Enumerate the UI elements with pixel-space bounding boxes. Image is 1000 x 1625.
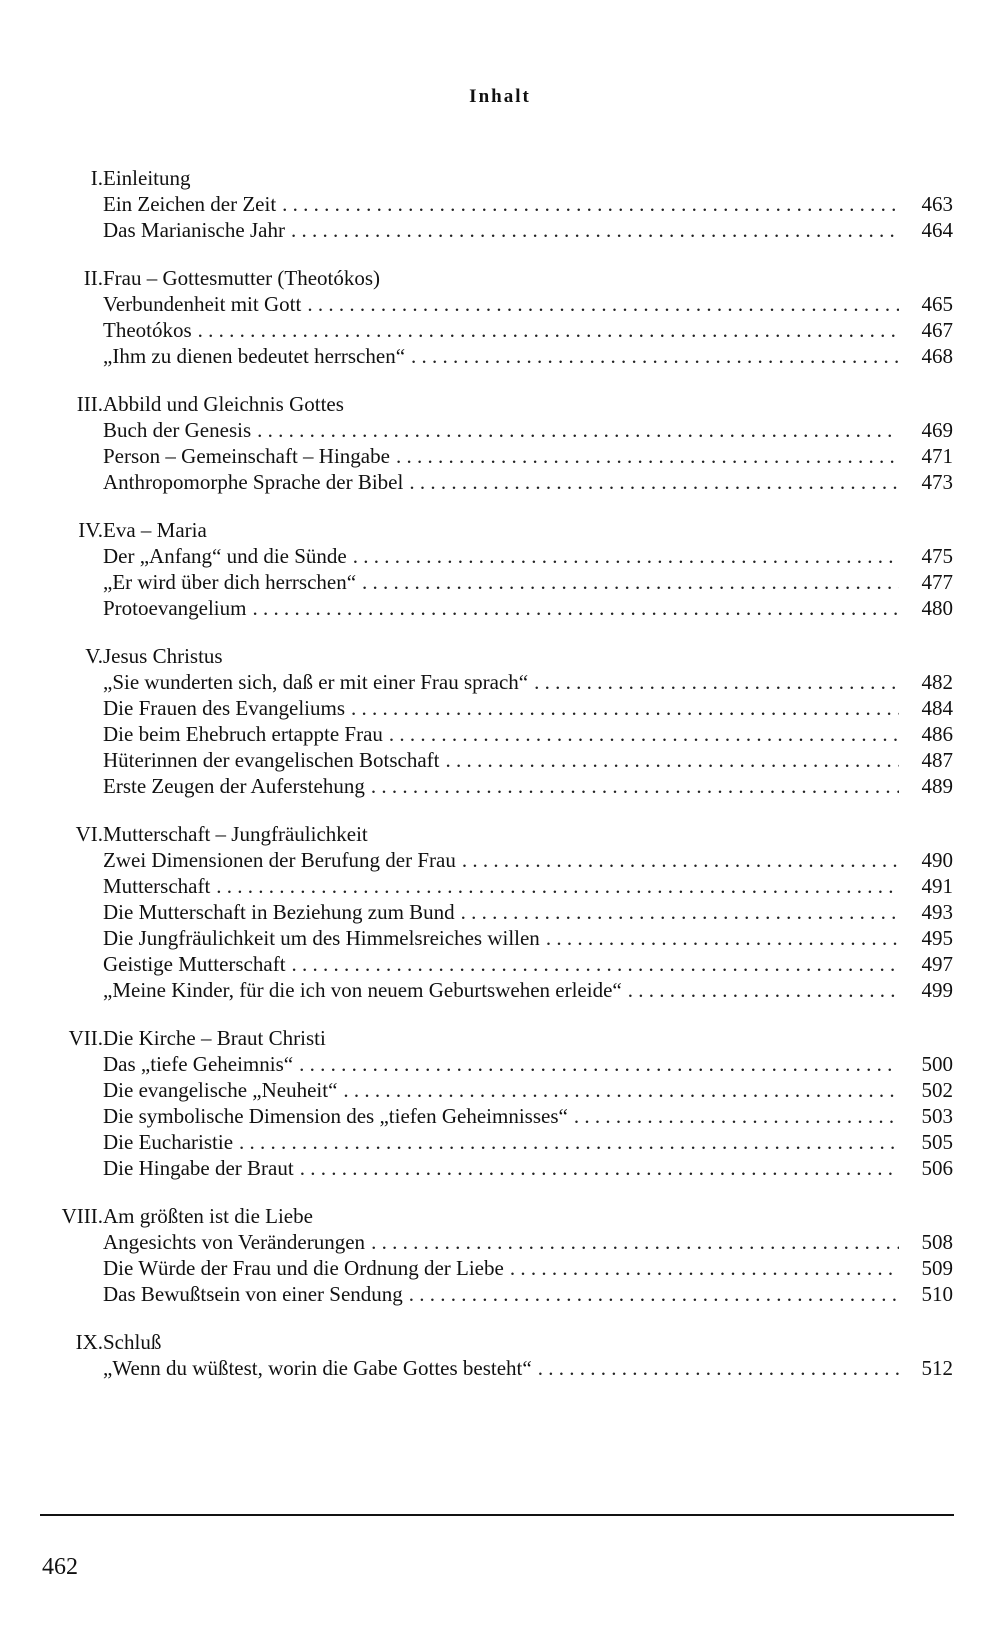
toc-entry [103, 747, 953, 773]
table-of-contents [0, 165, 1000, 1403]
toc-entry [103, 417, 953, 443]
toc-chapter [0, 821, 1000, 1003]
toc-entry [103, 1077, 953, 1103]
entry-page-number: 484 [921, 696, 953, 720]
entry-title: Die Mutterschaft in Beziehung zum Bund [103, 900, 455, 924]
toc-chapter [0, 517, 1000, 621]
entry-title: Angesichts von Veränderungen [103, 1230, 366, 1254]
toc-entry [103, 191, 953, 217]
toc-entry [103, 669, 953, 695]
entry-title: Protoevangelium [103, 596, 247, 620]
toc-entry [103, 695, 953, 721]
entry-title: Das Bewußtsein von einer Sendung [103, 1282, 403, 1306]
toc-entry [103, 1281, 953, 1307]
entry-title: Verbundenheit mit Gott [103, 292, 302, 316]
entry-page-number: 464 [921, 218, 953, 242]
chapter-number: VI. [75, 822, 103, 846]
entry-page-number: 510 [921, 1282, 953, 1306]
dot-leader [292, 951, 899, 977]
chapter-number: IX. [75, 1330, 103, 1354]
dot-leader [239, 1129, 899, 1155]
dot-leader [534, 669, 899, 695]
chapter-number: VIII. [61, 1204, 103, 1228]
entry-title: Die Hingabe der Braut [103, 1156, 294, 1180]
dot-leader [362, 569, 899, 595]
entry-page-number: 471 [921, 444, 953, 468]
entry-title: „Er wird über dich herrschen“ [103, 570, 357, 594]
entry-page-number: 473 [921, 470, 953, 494]
entry-page-number: 506 [921, 1156, 953, 1180]
dot-leader [371, 1229, 899, 1255]
entry-page-number: 475 [921, 544, 953, 568]
chapter-title: Am größten ist die Liebe [103, 1204, 313, 1228]
entry-title: Die symbolische Dimension des „tiefen Geheimnisses“ [103, 1104, 568, 1128]
toc-entry [103, 317, 953, 343]
toc-entry [103, 443, 953, 469]
chapter-title: Eva – Maria [103, 518, 207, 542]
dot-leader [307, 291, 899, 317]
entry-page-number: 468 [921, 344, 953, 368]
chapter-number: V. [85, 644, 103, 668]
entry-title: Zwei Dimensionen der Berufung der Frau [103, 848, 456, 872]
chapter-title: Abbild und Gleichnis Gottes [103, 392, 344, 416]
entry-title: „Ihm zu dienen bedeutet herrschen“ [103, 344, 406, 368]
chapter-heading [0, 1329, 1000, 1355]
toc-entry [103, 873, 953, 899]
chapter-number: II. [83, 266, 103, 290]
dot-leader [343, 1077, 899, 1103]
toc-chapter [0, 165, 1000, 243]
dot-leader [299, 1051, 899, 1077]
entry-page-number: 493 [921, 900, 953, 924]
entry-page-number: 489 [921, 774, 953, 798]
toc-entry [103, 1103, 953, 1129]
entry-page-number: 469 [921, 418, 953, 442]
dot-leader [216, 873, 899, 899]
entry-title: Das Marianische Jahr [103, 218, 285, 242]
toc-entry [103, 1155, 953, 1181]
entry-page-number: 497 [921, 952, 953, 976]
entry-title: Geistige Mutterschaft [103, 952, 286, 976]
chapter-heading [0, 391, 1000, 417]
toc-entry [103, 977, 953, 1003]
entry-page-number: 500 [921, 1052, 953, 1076]
toc-entry [103, 1051, 953, 1077]
entry-title: Theotókos [103, 318, 192, 342]
entry-title: „Wenn du wüßtest, worin die Gabe Gottes besteht“ [103, 1356, 532, 1380]
chapter-title: Jesus Christus [103, 644, 223, 668]
entry-page-number: 490 [921, 848, 953, 872]
dot-leader [252, 595, 899, 621]
toc-entry [103, 899, 953, 925]
page-title: Inhalt [469, 86, 531, 107]
entry-title: Die evangelische „Neuheit“ [103, 1078, 338, 1102]
entry-title: Die Würde der Frau und die Ordnung der Liebe [103, 1256, 504, 1280]
dot-leader [409, 1281, 899, 1307]
entry-page-number: 509 [921, 1256, 953, 1280]
chapter-title: Die Kirche – Braut Christi [103, 1026, 326, 1050]
entry-title: Buch der Genesis [103, 418, 252, 442]
entry-title: Die Eucharistie [103, 1130, 234, 1154]
entry-title: Person – Gemeinschaft – Hingabe [103, 444, 390, 468]
toc-entry [103, 543, 953, 569]
dot-leader [546, 925, 899, 951]
dot-leader [574, 1103, 899, 1129]
entry-title: Das „tiefe Geheimnis“ [103, 1052, 294, 1076]
entry-page-number: 467 [921, 318, 953, 342]
toc-entry [103, 343, 953, 369]
chapter-heading [0, 517, 1000, 543]
entry-page-number: 477 [921, 570, 953, 594]
entry-page-number: 495 [921, 926, 953, 950]
toc-chapter [0, 265, 1000, 369]
toc-chapter [0, 391, 1000, 495]
chapter-heading [0, 643, 1000, 669]
toc-entry [103, 469, 953, 495]
chapter-title: Einleitung [103, 166, 191, 190]
footer-divider [40, 1514, 954, 1516]
dot-leader [198, 317, 899, 343]
toc-entry [103, 291, 953, 317]
entry-page-number: 482 [921, 670, 953, 694]
entry-title: Anthropomorphe Sprache der Bibel [103, 470, 404, 494]
dot-leader [300, 1155, 899, 1181]
dot-leader [353, 543, 899, 569]
toc-entry [103, 217, 953, 243]
dot-leader [371, 773, 899, 799]
entry-page-number: 502 [921, 1078, 953, 1102]
chapter-heading [0, 1203, 1000, 1229]
entry-title: Die Jungfräulichkeit um des Himmelsreiches willen [103, 926, 540, 950]
dot-leader [257, 417, 899, 443]
dot-leader [291, 217, 899, 243]
entry-page-number: 512 [921, 1356, 953, 1380]
chapter-number: IV. [78, 518, 103, 542]
dot-leader [351, 695, 899, 721]
dot-leader [628, 977, 899, 1003]
entry-title: Hüterinnen der evangelischen Botschaft [103, 748, 440, 772]
toc-entry [103, 773, 953, 799]
entry-page-number: 463 [921, 192, 953, 216]
toc-entry [103, 1229, 953, 1255]
entry-page-number: 465 [921, 292, 953, 316]
page-number: 462 [42, 1554, 78, 1580]
dot-leader [409, 469, 899, 495]
entry-title: Der „Anfang“ und die Sünde [103, 544, 347, 568]
dot-leader [389, 721, 899, 747]
chapter-number: I. [90, 166, 103, 190]
toc-entry [103, 595, 953, 621]
entry-page-number: 503 [921, 1104, 953, 1128]
toc-chapter [0, 1329, 1000, 1381]
dot-leader [462, 847, 899, 873]
chapter-heading [0, 821, 1000, 847]
entry-title: „Meine Kinder, für die ich von neuem Geburtswehen erleide“ [103, 978, 622, 1002]
dot-leader [461, 899, 899, 925]
entry-page-number: 480 [921, 596, 953, 620]
entry-page-number: 491 [921, 874, 953, 898]
toc-entry [103, 925, 953, 951]
entry-page-number: 505 [921, 1130, 953, 1154]
toc-chapter [0, 1025, 1000, 1181]
chapter-title: Frau – Gottesmutter (Theotókos) [103, 266, 381, 290]
entry-page-number: 499 [921, 978, 953, 1002]
toc-entry [103, 721, 953, 747]
entry-page-number: 486 [921, 722, 953, 746]
chapter-title: Schluß [103, 1330, 162, 1354]
toc-chapter [0, 643, 1000, 799]
toc-entry [103, 951, 953, 977]
entry-title: Ein Zeichen der Zeit [103, 192, 277, 216]
dot-leader [396, 443, 899, 469]
dot-leader [510, 1255, 899, 1281]
chapter-title: Mutterschaft – Jungfräulichkeit [103, 822, 368, 846]
toc-chapter [0, 1203, 1000, 1307]
chapter-number: VII. [68, 1026, 103, 1050]
dot-leader [538, 1355, 899, 1381]
chapter-heading [0, 165, 1000, 191]
toc-entry [103, 1255, 953, 1281]
entry-title: Erste Zeugen der Auferstehung [103, 774, 365, 798]
chapter-heading [0, 265, 1000, 291]
dot-leader [411, 343, 899, 369]
toc-entry [103, 1129, 953, 1155]
toc-entry [103, 847, 953, 873]
dot-leader [445, 747, 899, 773]
chapter-number: III. [76, 392, 103, 416]
toc-entry [103, 1355, 953, 1381]
dot-leader [282, 191, 899, 217]
entry-title: Mutterschaft [103, 874, 211, 898]
entry-title: Die beim Ehebruch ertappte Frau [103, 722, 383, 746]
entry-title: Die Frauen des Evangeliums [103, 696, 346, 720]
chapter-heading [0, 1025, 1000, 1051]
entry-page-number: 508 [921, 1230, 953, 1254]
entry-title: „Sie wunderten sich, daß er mit einer Frau sprach“ [103, 670, 529, 694]
toc-entry [103, 569, 953, 595]
entry-page-number: 487 [921, 748, 953, 772]
